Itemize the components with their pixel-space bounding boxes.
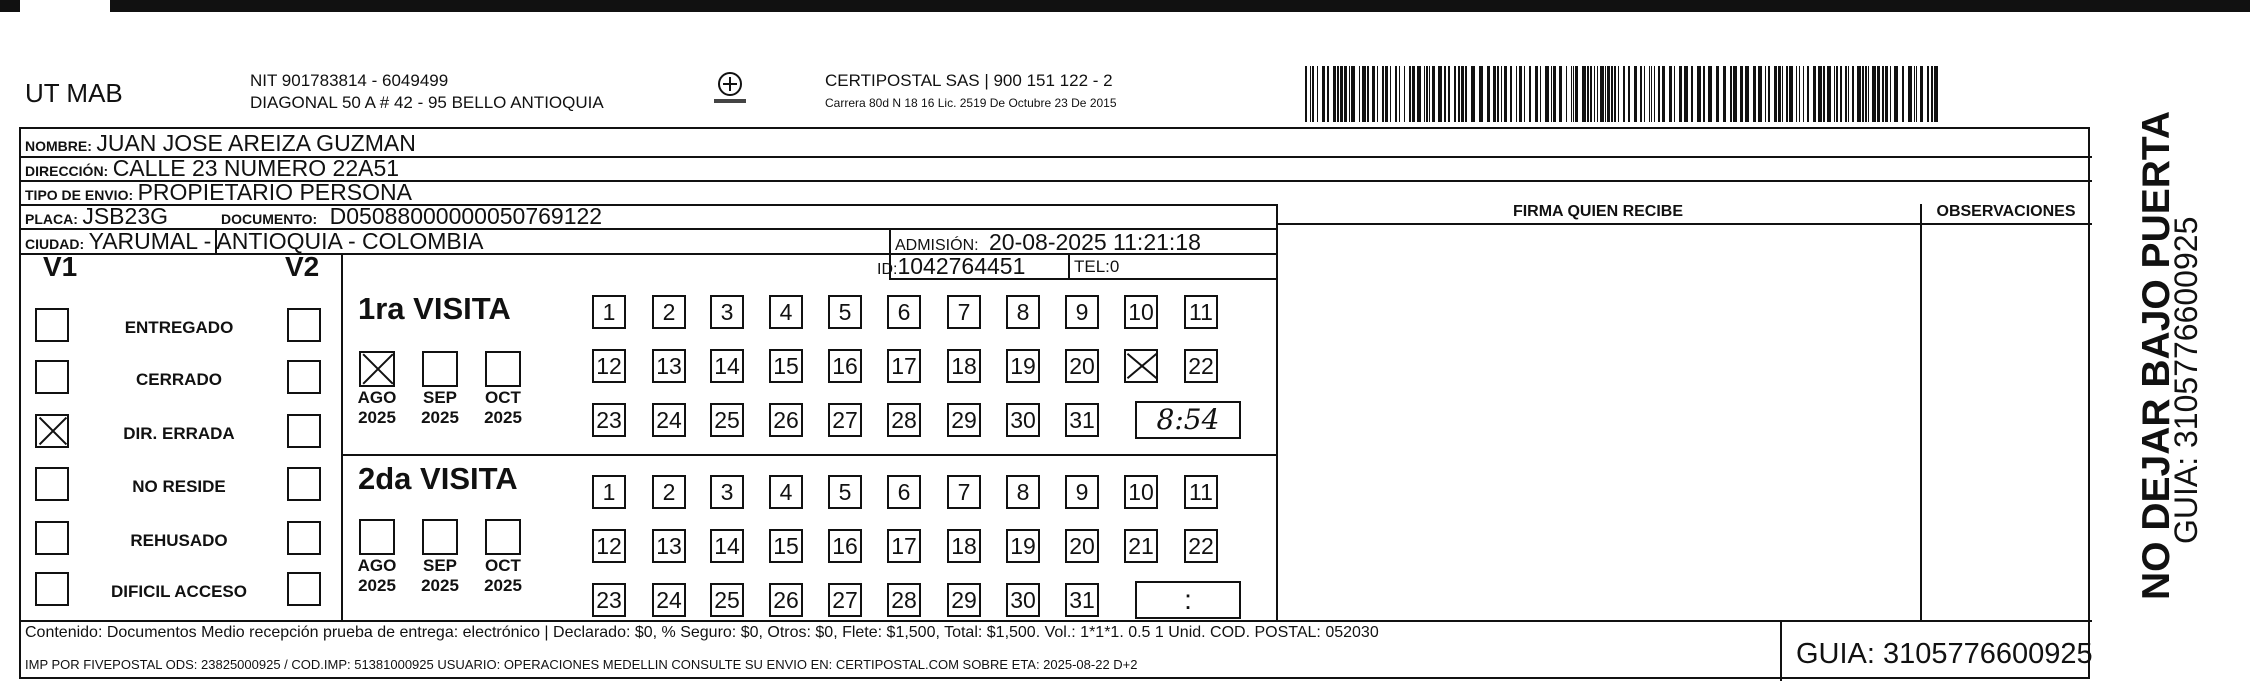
- barcode-bar: [1516, 66, 1517, 122]
- direccion-value: CALLE 23 NUMERO 22A51: [112, 155, 400, 181]
- barcode-bar: [1674, 66, 1675, 122]
- barcode-bar: [1799, 66, 1800, 122]
- sender-info: [250, 70, 604, 114]
- nombre-value: JUAN JOSE AREIZA GUZMAN: [96, 130, 416, 156]
- barcode-bar: [1865, 66, 1867, 122]
- barcode-bar: [1317, 66, 1318, 122]
- day-box[interactable]: 11: [1184, 475, 1218, 509]
- placa-row: [25, 203, 168, 230]
- barcode-bar: [1852, 66, 1854, 122]
- ciudad-row: [25, 228, 483, 255]
- day-box[interactable]: 13: [652, 529, 686, 563]
- barcode-bar: [1501, 66, 1502, 122]
- barcode-bar: [1931, 66, 1933, 122]
- day-box[interactable]: 15: [769, 349, 803, 383]
- ciudad-label: CIUDAD:: [25, 236, 85, 252]
- month-name: SEP: [422, 556, 458, 575]
- v1-checkbox[interactable]: [35, 572, 69, 606]
- day-box[interactable]: 5: [828, 475, 862, 509]
- barcode-bar: [1409, 66, 1411, 122]
- day-box[interactable]: 31: [1065, 403, 1099, 437]
- day-box[interactable]: 25: [710, 583, 744, 617]
- barcode-bar: [1723, 66, 1726, 122]
- barcode-bar: [1745, 66, 1749, 122]
- documento-value: D05088000000050769122: [329, 203, 603, 229]
- barcode-bar: [1504, 66, 1507, 122]
- barcode-bar: [1885, 66, 1888, 122]
- barcode-bar: [1367, 66, 1369, 122]
- admision-row: [895, 229, 1201, 256]
- day-box[interactable]: 18: [947, 529, 981, 563]
- barcode-bar: [1934, 66, 1938, 122]
- barcode-bar: [1510, 66, 1512, 122]
- barcode-bar: [1902, 66, 1904, 122]
- barcode-bar: [1545, 66, 1549, 122]
- day-box[interactable]: 27: [828, 583, 862, 617]
- month-name: OCT: [485, 556, 521, 575]
- day-box[interactable]: 6: [887, 295, 921, 329]
- side-warning: NO DEJAR BAJO PUERTA: [2135, 110, 2178, 600]
- day-box[interactable]: 5: [828, 295, 862, 329]
- month-label: [473, 388, 533, 428]
- barcode-bar: [1429, 66, 1430, 122]
- barcode-bar: [1877, 66, 1880, 122]
- barcode-bar: [1834, 66, 1835, 122]
- barcode-bar: [1716, 66, 1719, 122]
- id-row: [877, 253, 1025, 280]
- barcode-bar: [1573, 66, 1574, 122]
- barcode-bar: [1424, 66, 1425, 122]
- day-box[interactable]: 12: [592, 349, 626, 383]
- tel-label: TEL:: [1074, 257, 1110, 276]
- day-box[interactable]: 31: [1065, 583, 1099, 617]
- barcode-bar: [1845, 66, 1847, 122]
- barcode-bar: [1432, 66, 1435, 122]
- barcode-bar: [1395, 66, 1397, 122]
- barcode-bar: [1758, 66, 1762, 122]
- barcode-bar: [1382, 66, 1384, 122]
- barcode-bar: [1691, 66, 1693, 122]
- tel-row: [1074, 257, 1119, 277]
- barcode-bar: [1349, 66, 1350, 122]
- barcode-bar: [1497, 66, 1499, 122]
- barcode-bar: [1310, 66, 1311, 122]
- day-box[interactable]: 4: [769, 475, 803, 509]
- id-label: ID:: [877, 261, 898, 278]
- month-year: 2025: [421, 576, 459, 595]
- firma-signature-area[interactable]: [1283, 226, 1913, 618]
- day-box[interactable]: 28: [887, 583, 921, 617]
- day-box[interactable]: 26: [769, 403, 803, 437]
- day-box[interactable]: 7: [947, 295, 981, 329]
- month-label: [347, 388, 407, 428]
- barcode-bar: [1417, 66, 1421, 122]
- tipo-label: TIPO DE ENVIO:: [25, 187, 134, 203]
- barcode-bar: [1553, 66, 1556, 122]
- day-box[interactable]: 14: [710, 349, 744, 383]
- month-year: 2025: [358, 576, 396, 595]
- month-year: 2025: [484, 576, 522, 595]
- license-line: Carrera 80d N 18 16 Lic. 2519 De Octubre 23 De 2015: [825, 96, 1117, 110]
- barcode-bar: [1344, 66, 1347, 122]
- status-label: DIR. ERRADA: [123, 424, 235, 443]
- footer-line2: IMP POR FIVEPOSTAL ODS: 23825000925 / COD.IMP: 51381000925 USUARIO: OPERACIONES MEDELLIN CONSULTE SU ENVIO EN: CERTIPOSTAL.COM SOBRE ETA: 2025-08-22 D+2: [25, 657, 1138, 672]
- visit1-title: 1ra VISITA: [358, 291, 511, 326]
- day-box[interactable]: 29: [947, 403, 981, 437]
- admision-label: ADMISIÓN:: [895, 237, 979, 254]
- status-label: DIFICIL ACCESO: [110, 582, 247, 601]
- barcode-bar: [1566, 66, 1567, 122]
- barcode-bar: [1426, 66, 1428, 122]
- barcode-bar: [1582, 66, 1586, 122]
- v1-checkbox[interactable]: [35, 467, 69, 501]
- barcode-bar: [1412, 66, 1415, 122]
- barcode-bar: [1872, 66, 1876, 122]
- month-label: [347, 556, 407, 596]
- barcode-bar: [1529, 66, 1531, 122]
- v2-checkbox[interactable]: [287, 521, 321, 555]
- documento-row: [221, 203, 602, 230]
- barcode-bar: [1587, 66, 1589, 122]
- barcode-bar: [1753, 66, 1756, 122]
- day-box[interactable]: 24: [652, 583, 686, 617]
- day-box[interactable]: 7: [947, 475, 981, 509]
- visit2-title: 2da VISITA: [358, 461, 518, 496]
- barcode-bar: [1385, 66, 1388, 122]
- day-box[interactable]: 17: [887, 349, 921, 383]
- barcode-bar: [1519, 66, 1522, 122]
- top-border: [0, 0, 2250, 12]
- barcode-bar: [1807, 66, 1809, 122]
- carrier-info: [825, 70, 1117, 114]
- day-box[interactable]: 8: [1006, 475, 1040, 509]
- day-box[interactable]: 20: [1065, 529, 1099, 563]
- documento-label: DOCUMENTO:: [221, 211, 318, 227]
- barcode-bar: [1786, 66, 1788, 122]
- day-box[interactable]: 30: [1006, 403, 1040, 437]
- delivery-form: [19, 127, 2093, 679]
- barcode-bar: [1444, 66, 1446, 122]
- barcode-bar: [1600, 66, 1604, 122]
- barcode-bar: [1540, 66, 1541, 122]
- month-name: AGO: [357, 388, 397, 407]
- day-box[interactable]: 23: [592, 403, 626, 437]
- barcode-bar: [1404, 66, 1405, 122]
- barcode-bar: [1535, 66, 1538, 122]
- barcode-bar: [1327, 66, 1329, 122]
- v2-checkbox[interactable]: [287, 360, 321, 394]
- day-box[interactable]: [1124, 349, 1158, 383]
- v2-checkbox[interactable]: [287, 308, 321, 342]
- month-checkbox[interactable]: [422, 519, 458, 555]
- barcode-bar: [1644, 66, 1645, 122]
- day-box[interactable]: 23: [592, 583, 626, 617]
- day-box[interactable]: 9: [1065, 295, 1099, 329]
- day-box[interactable]: 16: [828, 349, 862, 383]
- barcode-bar: [1862, 66, 1864, 122]
- barcode-bar: [1458, 66, 1460, 122]
- barcode-bar: [1590, 66, 1592, 122]
- day-box[interactable]: 9: [1065, 475, 1099, 509]
- month-year: 2025: [484, 408, 522, 427]
- barcode-bar: [1654, 66, 1655, 122]
- barcode-bar: [1848, 66, 1849, 122]
- status-label: REHUSADO: [130, 531, 228, 550]
- day-box[interactable]: 17: [887, 529, 921, 563]
- barcode-bar: [1575, 66, 1578, 122]
- barcode-bar: [1927, 66, 1929, 122]
- tipo-value: PROPIETARIO PERSONA: [137, 179, 412, 205]
- day-box[interactable]: 24: [652, 403, 686, 437]
- barcode-bar: [1594, 66, 1595, 122]
- barcode-bar: [1733, 66, 1737, 122]
- barcode-bar: [1789, 66, 1793, 122]
- barcode-bar: [1920, 66, 1923, 122]
- barcode-bar: [1740, 66, 1743, 122]
- day-box[interactable]: 3: [710, 295, 744, 329]
- day-box[interactable]: 14: [710, 529, 744, 563]
- direccion-label: DIRECCIÓN:: [25, 163, 109, 179]
- barcode-bar: [1651, 66, 1652, 122]
- month-checkbox[interactable]: [359, 519, 395, 555]
- status-label: ENTREGADO: [124, 318, 234, 337]
- day-box[interactable]: 13: [652, 349, 686, 383]
- barcode-bar: [1454, 66, 1456, 122]
- month-label: [473, 556, 533, 596]
- nit-line: NIT 901783814 - 6049499: [250, 71, 449, 90]
- day-box[interactable]: 10: [1124, 475, 1158, 509]
- status-label: NO RESIDE: [132, 477, 226, 496]
- day-box[interactable]: 25: [710, 403, 744, 437]
- v1-checkbox[interactable]: [35, 414, 69, 448]
- day-box[interactable]: 27: [828, 403, 862, 437]
- tipo-row: [25, 179, 412, 206]
- day-box[interactable]: 10: [1124, 295, 1158, 329]
- month-checkbox[interactable]: [422, 351, 458, 387]
- barcode-bar: [1669, 66, 1672, 122]
- barcode-bar: [1377, 66, 1378, 122]
- id-value: 1042764451: [897, 253, 1026, 279]
- side-guia: GUIA: 3105776600925: [2168, 216, 2204, 544]
- day-box[interactable]: 11: [1184, 295, 1218, 329]
- day-box[interactable]: 18: [947, 349, 981, 383]
- day-box[interactable]: 8: [1006, 295, 1040, 329]
- firma-header: FIRMA QUIEN RECIBE: [1512, 203, 1684, 220]
- barcode-bar: [1649, 66, 1650, 122]
- barcode-bar: [1768, 66, 1770, 122]
- month-name: OCT: [485, 388, 521, 407]
- footer-line1: Contenido: Documentos Medio recepción prueba de entrega: electrónico | Declarado: $0, % Seguro: $0, Otros: $0, Flete: $1,500, Total: $1,500. Vol.: 1*1*1. 0.5 1 Unid. COD. POSTAL: 052030: [25, 624, 1379, 641]
- barcode-bar: [1684, 66, 1688, 122]
- barcode-bar: [1337, 66, 1339, 122]
- barcode-bar: [1908, 66, 1912, 122]
- day-box[interactable]: 19: [1006, 349, 1040, 383]
- barcode-bar: [1658, 66, 1660, 122]
- barcode-bar: [1312, 66, 1314, 122]
- barcode-bar: [1614, 66, 1616, 122]
- barcode-bar: [1607, 66, 1610, 122]
- day-box[interactable]: 12: [592, 529, 626, 563]
- barcode-bar: [1479, 66, 1483, 122]
- barcode-bar: [1916, 66, 1917, 122]
- day-box[interactable]: 15: [769, 529, 803, 563]
- time-box[interactable]: 8:54: [1135, 401, 1241, 439]
- month-checkbox[interactable]: [359, 351, 395, 387]
- observaciones-header: OBSERVACIONES: [1936, 203, 2076, 220]
- barcode-bar: [1524, 66, 1525, 122]
- barcode-bar: [1340, 66, 1343, 122]
- barcode-bar: [1765, 66, 1766, 122]
- v1-checkbox[interactable]: [35, 308, 69, 342]
- month-label: [410, 388, 470, 428]
- barcode-bar: [1322, 66, 1325, 122]
- month-year: 2025: [421, 408, 459, 427]
- nombre-label: NOMBRE:: [25, 138, 92, 154]
- barcode-bar: [1823, 66, 1825, 122]
- barcode-bar: [1551, 66, 1552, 122]
- month-label: [410, 556, 470, 596]
- month-year: 2025: [358, 408, 396, 427]
- barcode-bar: [1438, 66, 1442, 122]
- barcode-bar: [1333, 66, 1336, 122]
- barcode-bar: [1818, 66, 1822, 122]
- barcode-bar: [1857, 66, 1861, 122]
- day-box[interactable]: 1: [592, 475, 626, 509]
- month-checkbox[interactable]: [485, 519, 521, 555]
- barcode-bar: [1623, 66, 1625, 122]
- v2-checkbox[interactable]: [287, 414, 321, 448]
- nombre-row: [25, 130, 416, 157]
- placa-value: JSB23G: [82, 203, 168, 229]
- month-name: AGO: [357, 556, 397, 575]
- placa-label: PLACA:: [25, 211, 78, 227]
- v2-checkbox[interactable]: [287, 572, 321, 606]
- v1-checkbox[interactable]: [35, 360, 69, 394]
- barcode-bar: [1597, 66, 1598, 122]
- day-box[interactable]: 4: [769, 295, 803, 329]
- observaciones-area[interactable]: [1926, 226, 2088, 618]
- barcode-bar: [1662, 66, 1665, 122]
- barcode: [1305, 66, 1945, 122]
- barcode-bar: [1894, 66, 1898, 122]
- sender-address: DIAGONAL 50 A # 42 - 95 BELLO ANTIOQUIA: [250, 93, 604, 112]
- barcode-bar: [1914, 66, 1915, 122]
- barcode-bar: [1708, 66, 1712, 122]
- brand-name: UT MAB: [25, 78, 123, 108]
- v1-checkbox[interactable]: [35, 521, 69, 555]
- barcode-bar: [1611, 66, 1613, 122]
- barcode-bar: [1559, 66, 1562, 122]
- barcode-bar: [1882, 66, 1884, 122]
- status-label: CERRADO: [136, 370, 222, 389]
- barcode-bar: [1813, 66, 1816, 122]
- footer-guia: GUIA: 3105776600925: [1796, 638, 2093, 670]
- day-box[interactable]: 22: [1184, 349, 1218, 383]
- barcode-bar: [1471, 66, 1475, 122]
- day-box[interactable]: 2: [652, 295, 686, 329]
- barcode-bar: [1390, 66, 1391, 122]
- barcode-bar: [1359, 66, 1360, 122]
- carrier-line: CERTIPOSTAL SAS | 900 151 122 - 2: [825, 71, 1113, 90]
- day-box[interactable]: 30: [1006, 583, 1040, 617]
- barcode-bar: [1836, 66, 1838, 122]
- barcode-bar: [1305, 66, 1307, 122]
- ciudad-value: YARUMAL - ANTIOQUIA - COLOMBIA: [88, 228, 484, 254]
- barcode-bar: [1703, 66, 1705, 122]
- barcode-bar: [1679, 66, 1682, 122]
- barcode-bar: [1351, 66, 1355, 122]
- day-box[interactable]: 26: [769, 583, 803, 617]
- barcode-bar: [1618, 66, 1619, 122]
- barcode-bar: [1493, 66, 1496, 122]
- day-box[interactable]: 29: [947, 583, 981, 617]
- barcode-bar: [1399, 66, 1400, 122]
- barcode-bar: [1890, 66, 1891, 122]
- barcode-bar: [1803, 66, 1804, 122]
- day-box[interactable]: 28: [887, 403, 921, 437]
- barcode-bar: [1697, 66, 1701, 122]
- day-box[interactable]: 21: [1124, 529, 1158, 563]
- barcode-bar: [1778, 66, 1781, 122]
- barcode-bar: [1628, 66, 1630, 122]
- barcode-bar: [1448, 66, 1450, 122]
- day-box[interactable]: 1: [592, 295, 626, 329]
- barcode-bar: [1362, 66, 1366, 122]
- direccion-row: [25, 155, 399, 182]
- barcode-bar: [1827, 66, 1831, 122]
- barcode-bar: [1730, 66, 1732, 122]
- barcode-bar: [1571, 66, 1572, 122]
- month-name: SEP: [422, 388, 458, 407]
- barcode-bar: [1465, 66, 1467, 122]
- barcode-bar: [1840, 66, 1842, 122]
- v1-header: V1: [43, 251, 78, 282]
- barcode-bar: [1796, 66, 1797, 122]
- barcode-bar: [1640, 66, 1642, 122]
- v2-header: V2: [285, 251, 320, 282]
- barcode-bar: [1782, 66, 1783, 122]
- day-box[interactable]: 3: [710, 475, 744, 509]
- admision-value: 20-08-2025 11:21:18: [989, 229, 1201, 255]
- day-box[interactable]: 20: [1065, 349, 1099, 383]
- barcode-bar: [1605, 66, 1606, 122]
- barcode-bar: [1868, 66, 1869, 122]
- tel-value: 0: [1109, 257, 1120, 276]
- month-checkbox[interactable]: [485, 351, 521, 387]
- time-box[interactable]: :: [1135, 581, 1241, 619]
- day-box[interactable]: 19: [1006, 529, 1040, 563]
- day-box[interactable]: 6: [887, 475, 921, 509]
- day-box[interactable]: 22: [1184, 529, 1218, 563]
- barcode-bar: [1774, 66, 1777, 122]
- barcode-bar: [1461, 66, 1464, 122]
- barcode-bar: [1634, 66, 1637, 122]
- v2-checkbox[interactable]: [287, 467, 321, 501]
- certipostal-logo-icon: [710, 68, 750, 108]
- day-box[interactable]: 16: [828, 529, 862, 563]
- day-box[interactable]: 2: [652, 475, 686, 509]
- barcode-bar: [1372, 66, 1375, 122]
- barcode-bar: [1487, 66, 1490, 122]
